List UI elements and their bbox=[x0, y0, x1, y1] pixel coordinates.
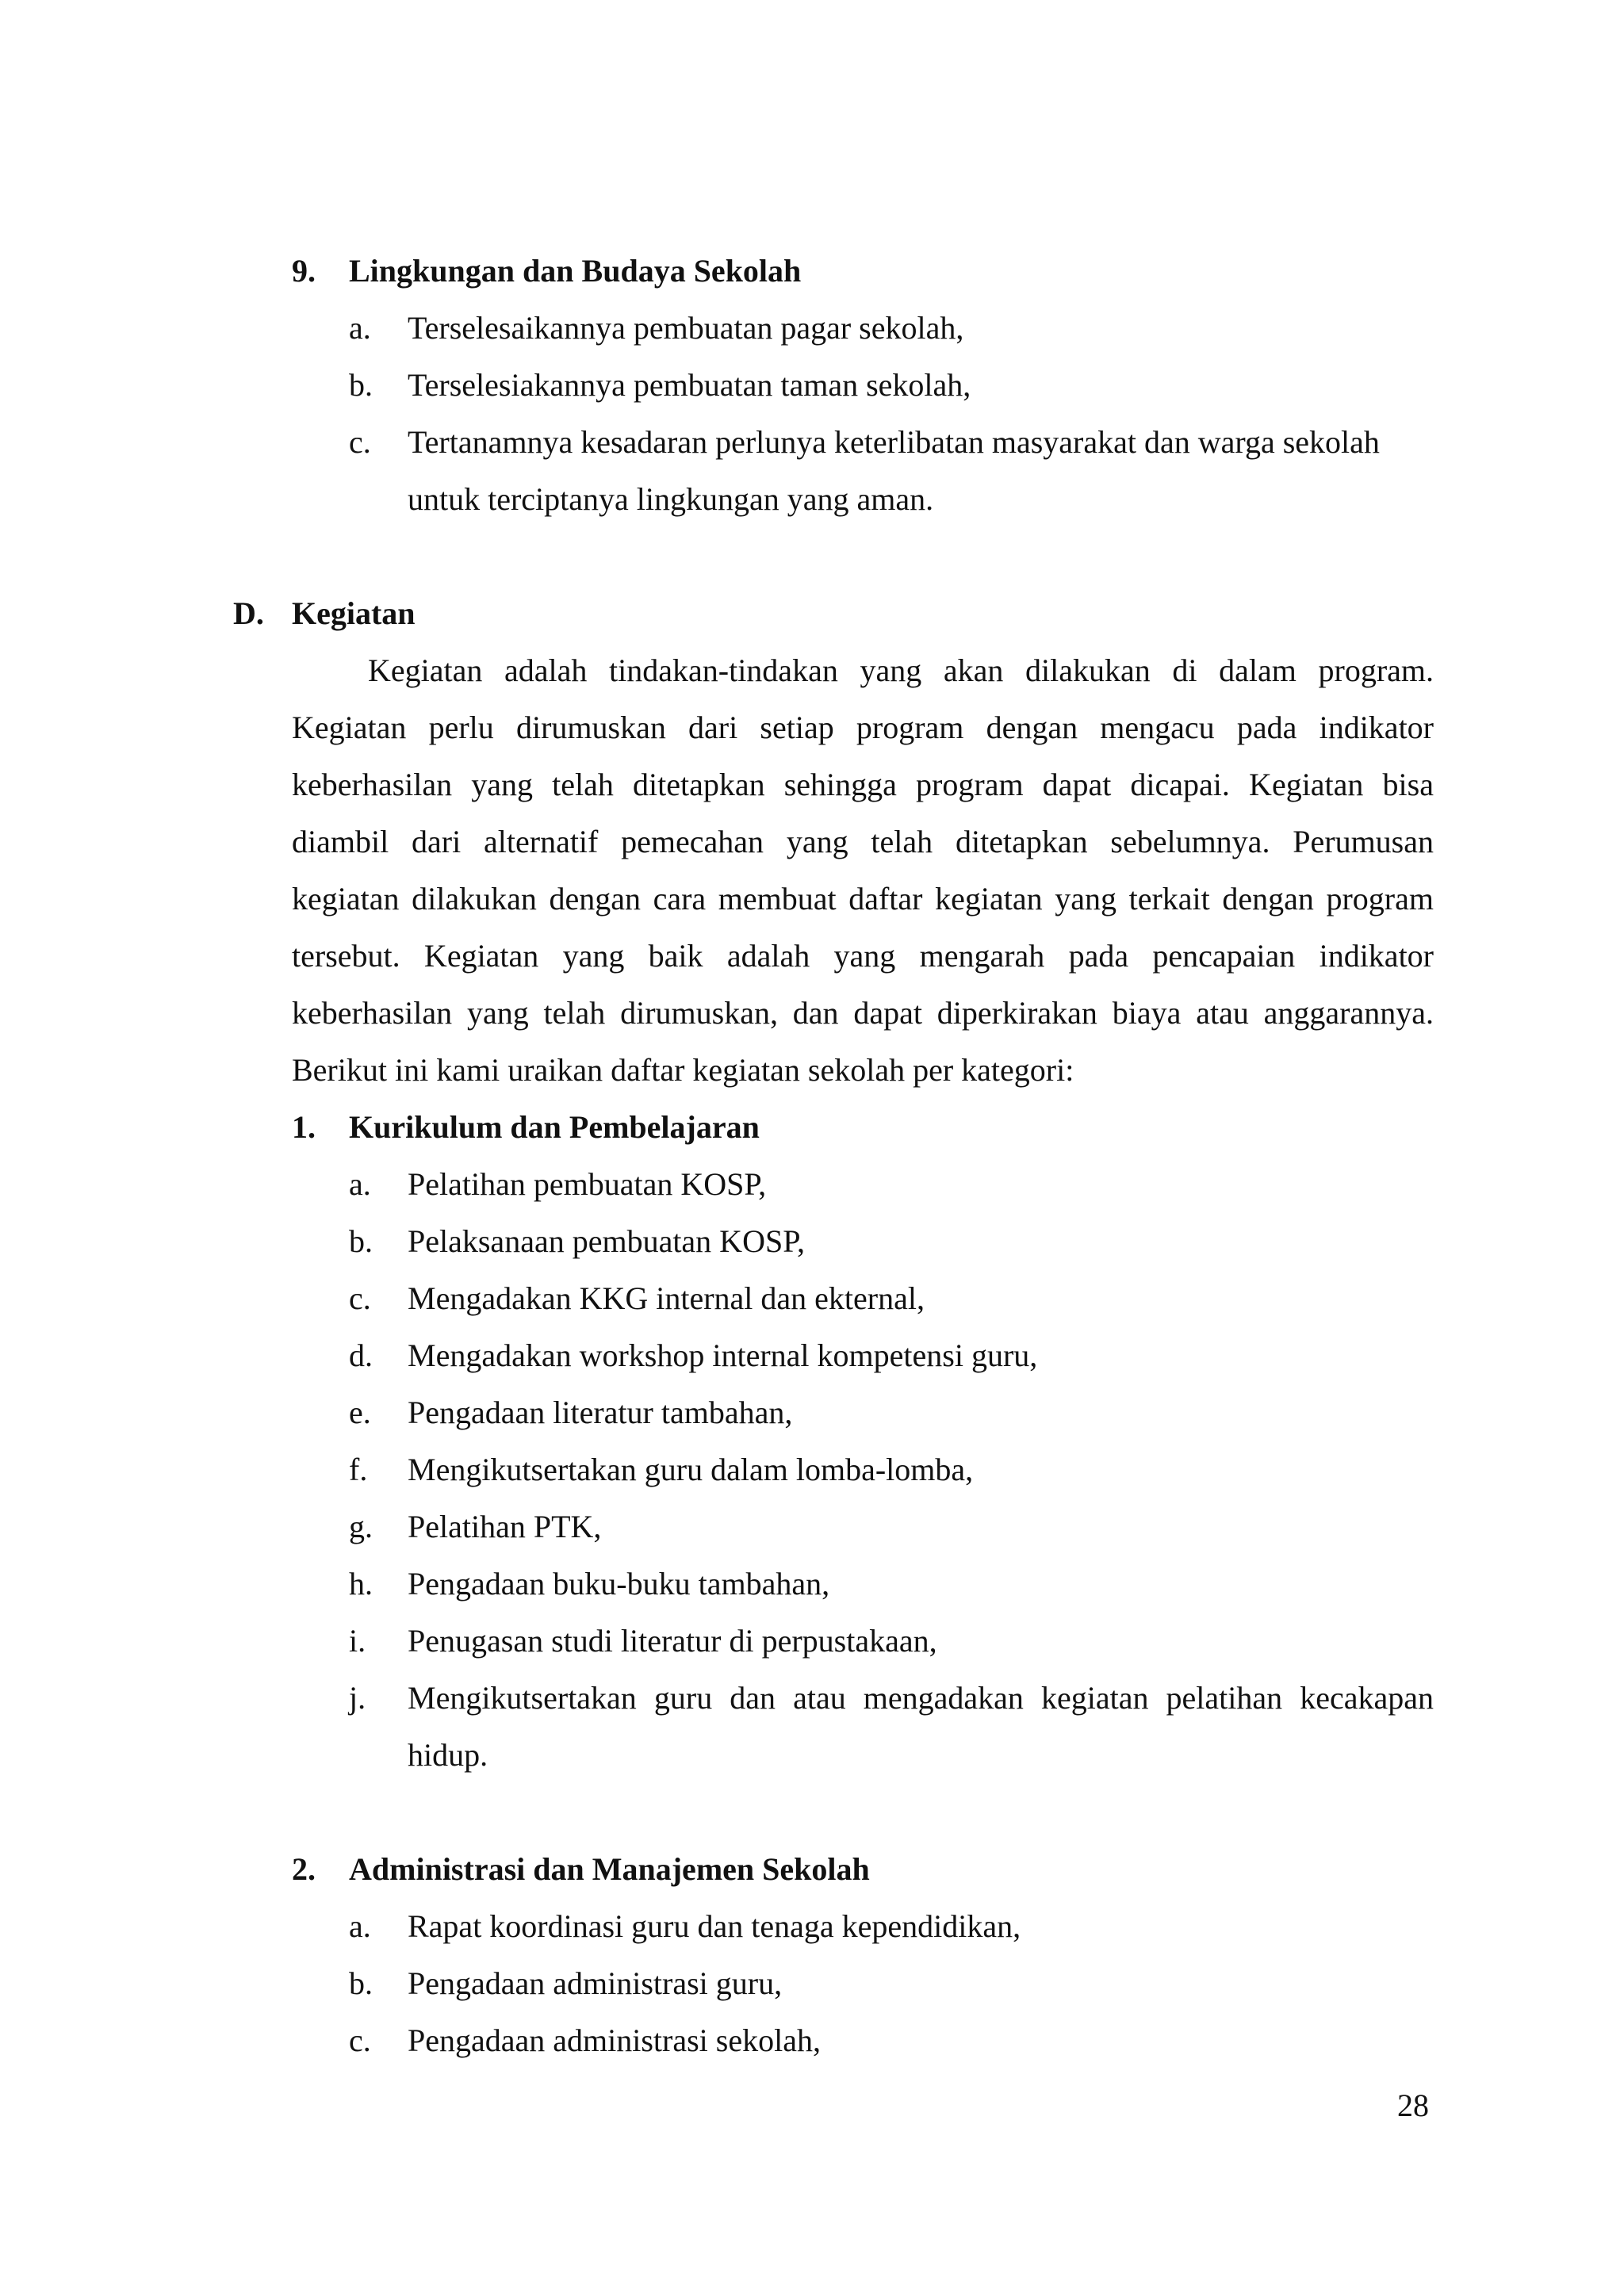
list-1-title: Kurikulum dan Pembelajaran bbox=[349, 1109, 760, 1145]
paragraph-line: diambil dari alternatif pemecahan yang telah ditetapkan sebelumnya. Perumusan bbox=[292, 824, 1434, 859]
section-9-item-text: Tertanamnya kesadaran perlunya keterlibatan masyarakat dan warga sekolah bbox=[408, 424, 1380, 460]
paragraph-line-last: Berikut ini kami uraikan daftar kegiatan sekolah per kategori: bbox=[292, 1052, 1074, 1088]
section-9-item-letter: a. bbox=[349, 310, 371, 346]
list-1-item-letter: e. bbox=[349, 1395, 371, 1430]
section-9-item-text-continued: untuk terciptanya lingkungan yang aman. bbox=[408, 481, 934, 517]
list-1-item-letter: f. bbox=[349, 1452, 368, 1487]
list-2-item-text: Rapat koordinasi guru dan tenaga kependidikan, bbox=[408, 1908, 1021, 1944]
page-number: 28 bbox=[1397, 2087, 1429, 2123]
list-1-item-text: Penugasan studi literatur di perpustakaan, bbox=[408, 1623, 937, 1659]
list-1-item-text: Pengadaan buku-buku tambahan, bbox=[408, 1566, 830, 1601]
list-1-item-letter: c. bbox=[349, 1280, 371, 1316]
paragraph-line: tersebut. Kegiatan yang baik adalah yang mengarah pada pencapaian indikator bbox=[292, 938, 1434, 974]
list-1-item-text: Mengikutsertakan guru dalam lomba-lomba, bbox=[408, 1452, 974, 1487]
section-d-letter: D. bbox=[233, 595, 264, 631]
list-2-item-letter: a. bbox=[349, 1908, 371, 1944]
list-1-item-text: Pelatihan PTK, bbox=[408, 1509, 602, 1544]
list-1-item-text: Pelaksanaan pembuatan KOSP, bbox=[408, 1223, 806, 1259]
list-2-item-letter: b. bbox=[349, 1965, 373, 2001]
section-d-title: Kegiatan bbox=[292, 595, 416, 631]
list-1-item-text: Pengadaan literatur tambahan, bbox=[408, 1395, 793, 1430]
list-2-number: 2. bbox=[292, 1851, 316, 1887]
list-1-item-text: Mengikutsertakan guru dan atau mengadakan kegiatan pelatihan kecakapan bbox=[408, 1680, 1434, 1716]
section-9-number: 9. bbox=[292, 253, 316, 289]
list-1-number: 1. bbox=[292, 1109, 316, 1145]
list-1-item-letter: i. bbox=[349, 1623, 366, 1659]
section-9-item-text: Terselesaikannya pembuatan pagar sekolah, bbox=[408, 310, 964, 346]
list-2-item-text: Pengadaan administrasi guru, bbox=[408, 1965, 783, 2001]
list-1-item-text: Mengadakan KKG internal dan ekternal, bbox=[408, 1280, 925, 1316]
list-1-item-letter: j. bbox=[349, 1680, 366, 1716]
list-2-item-letter: c. bbox=[349, 2022, 371, 2058]
section-9-item-letter: b. bbox=[349, 367, 373, 403]
section-9-title: Lingkungan dan Budaya Sekolah bbox=[349, 253, 802, 289]
list-2-item-text: Pengadaan administrasi sekolah, bbox=[408, 2022, 821, 2058]
list-1-item-letter: b. bbox=[349, 1223, 373, 1259]
paragraph-line: Kegiatan adalah tindakan-tindakan yang akan dilakukan di dalam program. bbox=[368, 652, 1434, 688]
list-1-item-text-continued: hidup. bbox=[408, 1737, 488, 1773]
list-1-item-text: Pelatihan pembuatan KOSP, bbox=[408, 1166, 767, 1202]
paragraph-line: Kegiatan perlu dirumuskan dari setiap program dengan mengacu pada indikator bbox=[292, 710, 1434, 745]
paragraph-line: kegiatan dilakukan dengan cara membuat daftar kegiatan yang terkait dengan program bbox=[292, 881, 1434, 916]
list-1-item-text: Mengadakan workshop internal kompetensi guru, bbox=[408, 1337, 1038, 1373]
list-1-item-letter: g. bbox=[349, 1509, 373, 1544]
list-2-title: Administrasi dan Manajemen Sekolah bbox=[349, 1851, 870, 1887]
paragraph-line: keberhasilan yang telah dirumuskan, dan dapat diperkirakan biaya atau anggarannya. bbox=[292, 995, 1434, 1031]
section-9-item-letter: c. bbox=[349, 424, 371, 460]
section-9-item-text: Terselesiakannya pembuatan taman sekolah, bbox=[408, 367, 971, 403]
list-1-item-letter: a. bbox=[349, 1166, 371, 1202]
list-1-item-letter: d. bbox=[349, 1337, 373, 1373]
list-1-item-letter: h. bbox=[349, 1566, 373, 1601]
paragraph-line: keberhasilan yang telah ditetapkan sehingga program dapat dicapai. Kegiatan bisa bbox=[292, 767, 1434, 802]
